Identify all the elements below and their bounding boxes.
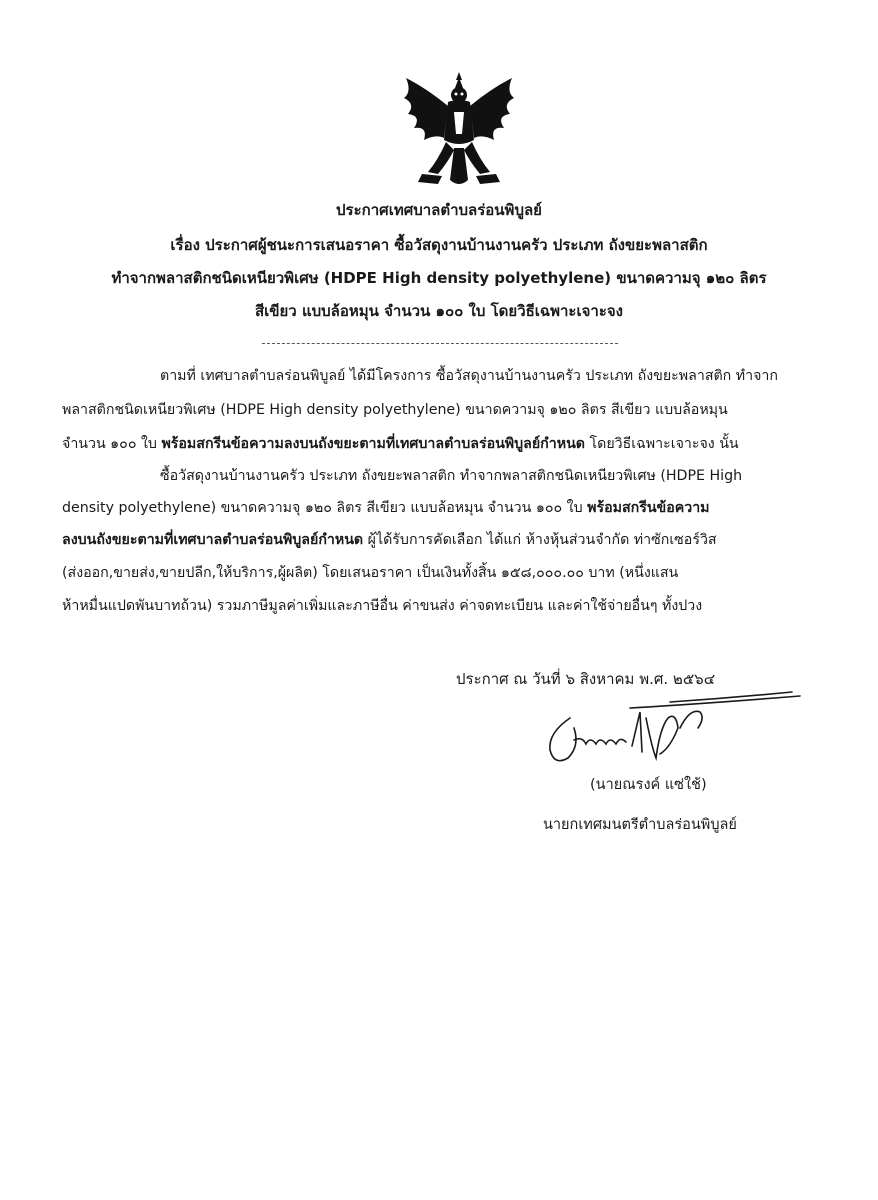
body-line: ซื้อวัสดุงานบ้านงานครัว ประเภท ถังขยะพลาสติก ทำจากพลาสติกชนิดเหนียวพิเศษ (HDPE High [160, 468, 743, 484]
body-line: พลาสติกชนิดเหนียวพิเศษ (HDPE High density polyethylene) ขนาดความจุ ๑๒๐ ลิตร สีเขียว แบบล้อหมุน [62, 402, 728, 418]
signer-title: นายกเทศมนตรีตำบลร่อนพิบูลย์ [543, 817, 737, 833]
body-line [62, 530, 717, 550]
body-text: ผู้ได้รับการคัดเลือก ได้แก่ ห้างหุ้นส่วนจำกัด ท่าซักเซอร์วิส [363, 532, 717, 548]
body-bold-text: พร้อมสกรีนข้อความ [587, 500, 710, 516]
body-bold-text: พร้อมสกรีนข้อความลงบนถังขยะตามที่เทศบาลตำบลร่อนพิบูลย์กำหนด [161, 436, 585, 452]
subject-line-1: เรื่อง ประกาศผู้ชนะการเสนอราคา ซื้อวัสดุงานบ้านงานครัว ประเภท ถังขยะพลาสติก [170, 236, 708, 254]
subject-line-2: ทำจากพลาสติกชนิดเหนียวพิเศษ (HDPE High density polyethylene) ขนาดความจุ ๑๒๐ ลิตร [111, 269, 767, 287]
body-line [62, 498, 710, 518]
subject-line-3: สีเขียว แบบล้อหมุน จำนวน ๑๐๐ ใบ โดยวิธีเฉพาะเจาะจง [254, 302, 623, 320]
handwritten-signature [530, 688, 805, 778]
signer-name: (นายณรงค์ แซ่ใช้) [590, 777, 707, 793]
body-text: จำนวน ๑๐๐ ใบ [62, 436, 162, 452]
body-line: (ส่งออก,ขายส่ง,ขายปลีก,ให้บริการ,ผู้ผลิต) โดยเสนอราคา เป็นเงินทั้งสิ้น ๑๕๘,๐๐๐.๐๐ บาท (หนึ่งแสน [62, 565, 679, 581]
body-line: ตามที่ เทศบาลตำบลร่อนพิบูลย์ ได้มีโครงการ ซื้อวัสดุงานบ้านงานครัว ประเภท ถังขยะพลาสติก ทำจาก [160, 368, 778, 384]
body-text: โดยวิธีเฉพาะเจาะจง นั้น [584, 436, 739, 452]
announcement-date: ประกาศ ณ วันที่ ๖ สิงหาคม พ.ศ. ๒๕๖๔ [456, 670, 716, 688]
org-title: ประกาศเทศบาลตำบลร่อนพิบูลย์ [336, 201, 542, 219]
separator-rule [262, 343, 618, 344]
body-line [62, 434, 739, 454]
garuda-emblem [398, 68, 520, 194]
body-text: density polyethylene) ขนาดความจุ ๑๒๐ ลิตร สีเขียว แบบล้อหมุน จำนวน ๑๐๐ ใบ [62, 500, 588, 516]
body-bold-text: ลงบนถังขยะตามที่เทศบาลตำบลร่อนพิบูลย์กำหนด [62, 532, 364, 548]
body-line: ห้าหมื่นแปดพันบาทถ้วน) รวมภาษีมูลค่าเพิ่มและภาษีอื่น ค่าขนส่ง ค่าจดทะเบียน และค่าใช้จ่ายอื่นๆ ทั้งปวง [62, 598, 703, 614]
